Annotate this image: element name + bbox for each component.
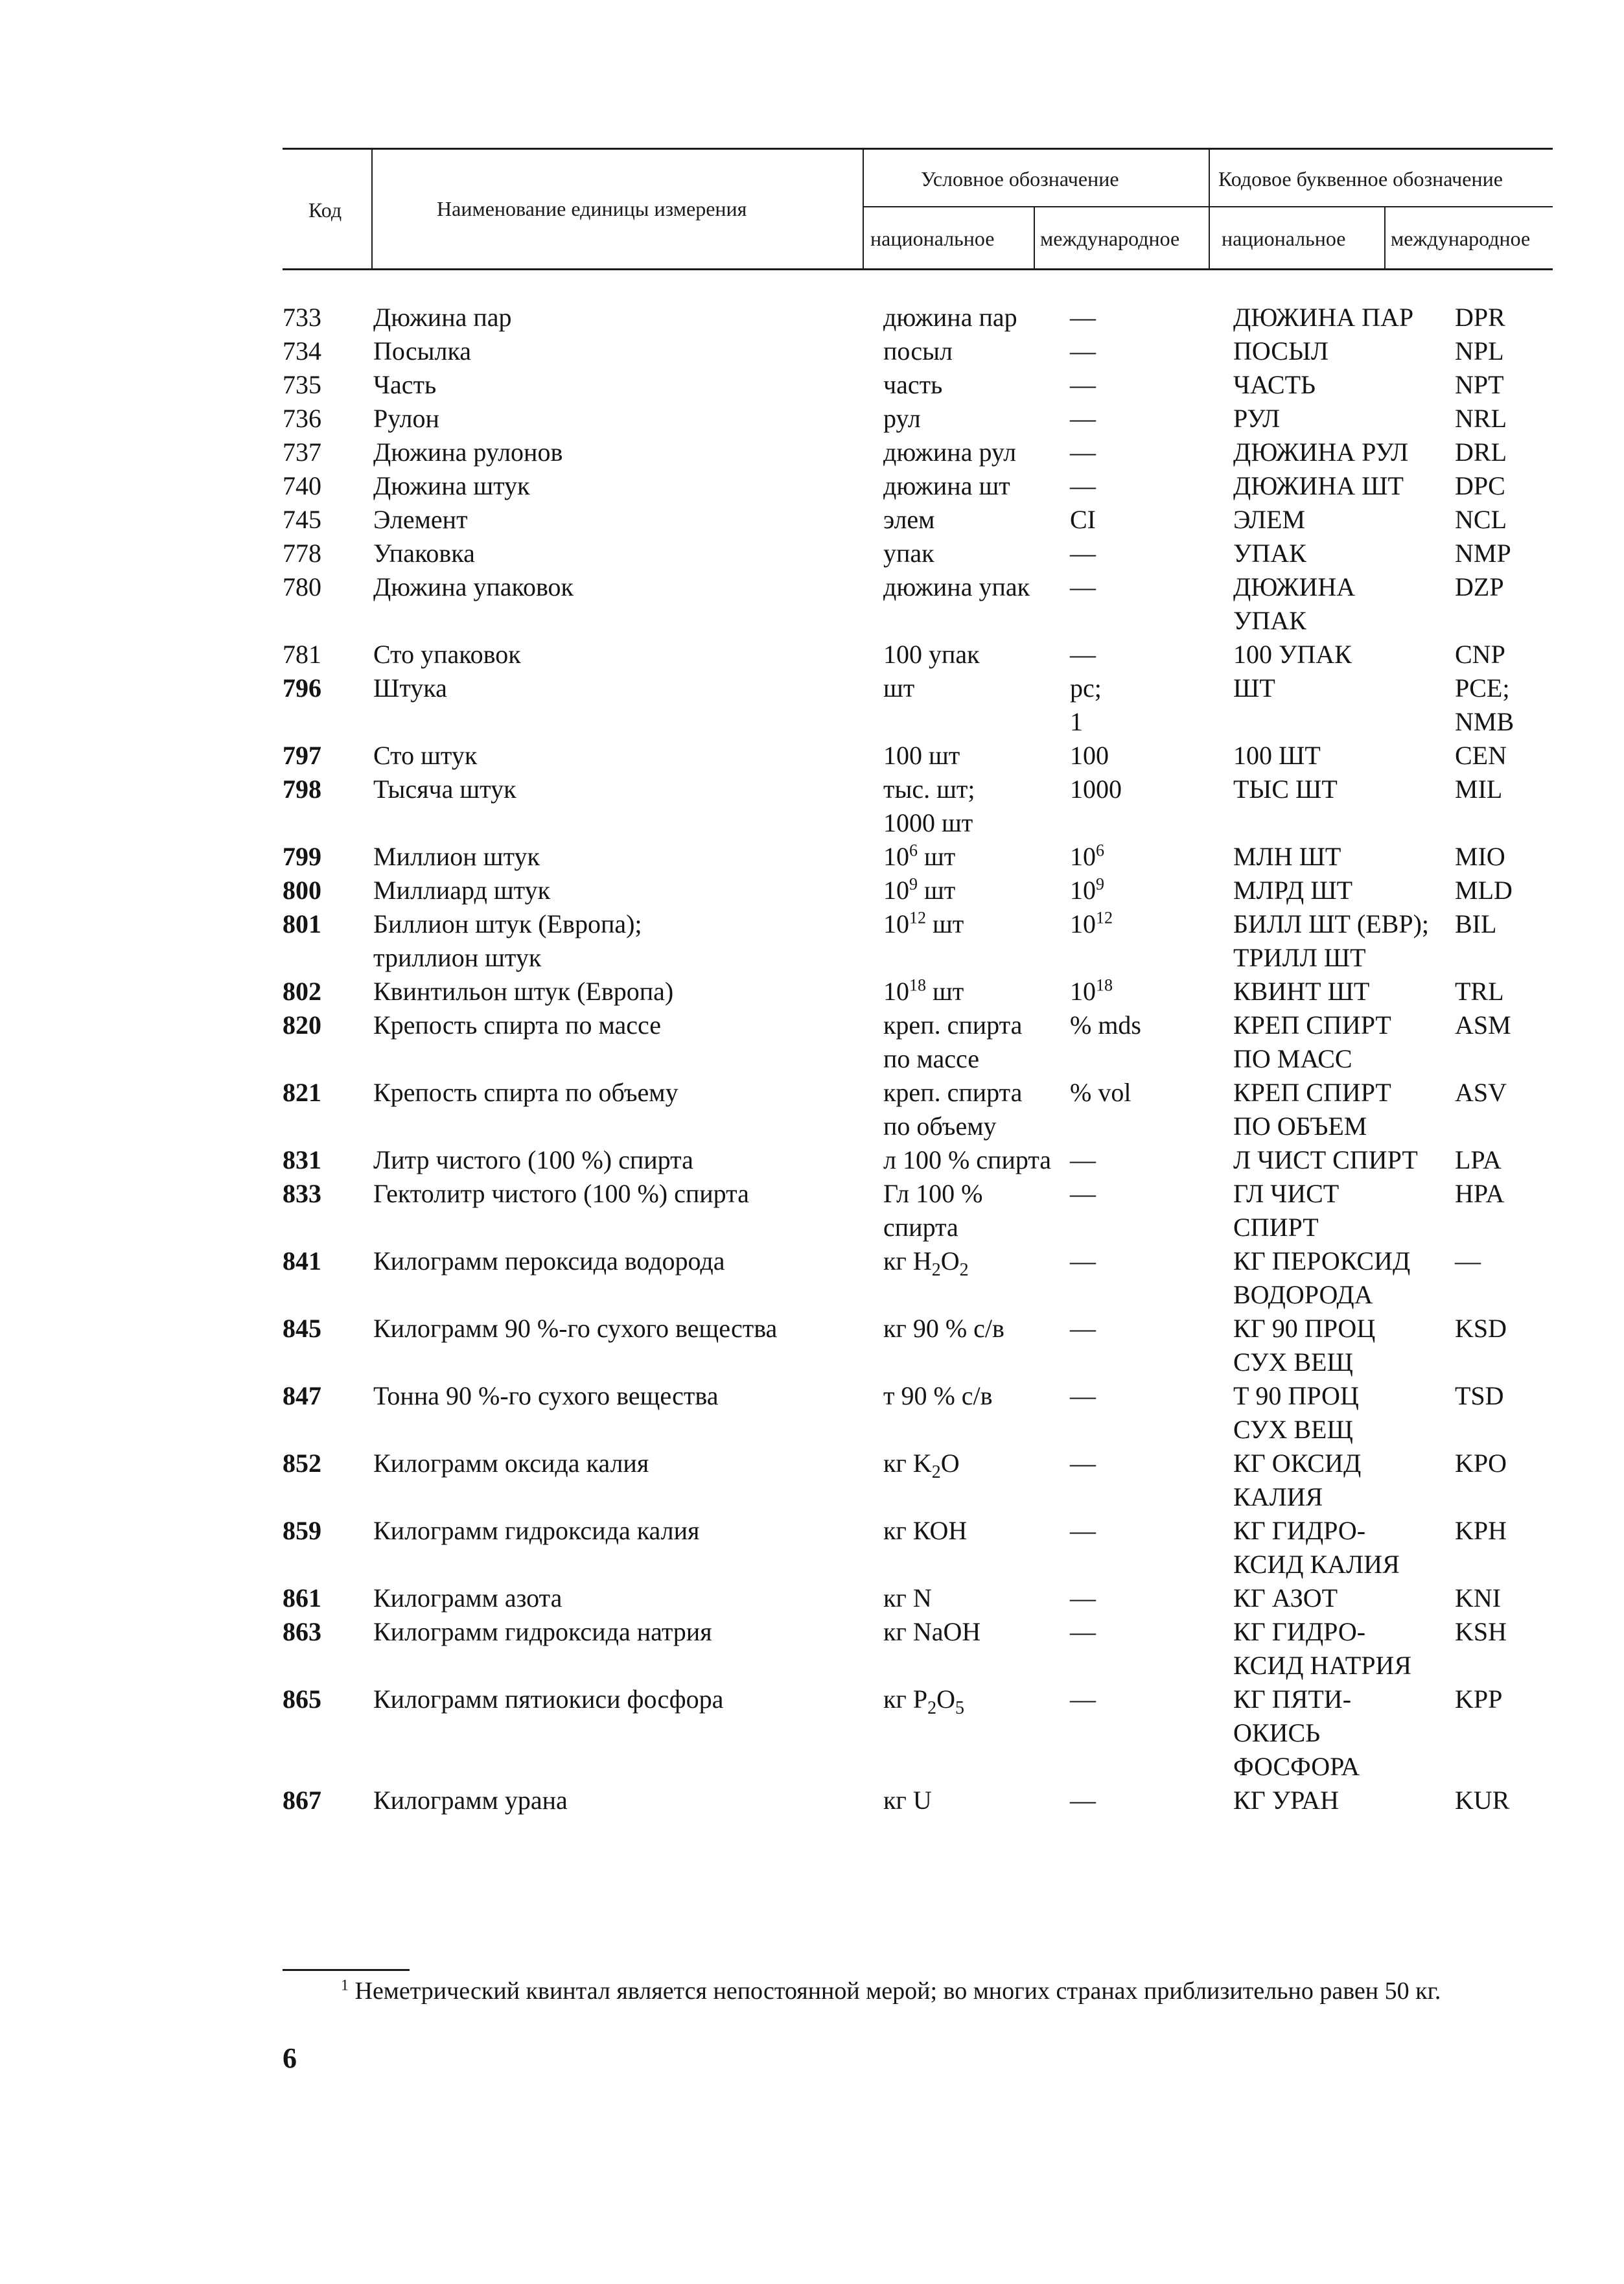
row-symbol-national: кг 90 % с/в — [883, 1314, 1004, 1343]
row-symbol-national: по массе — [883, 1044, 979, 1073]
row-letter-national: ДЮЖИНА РУЛ — [1233, 437, 1409, 467]
row-code: 735 — [283, 370, 321, 399]
row-symbol-national: кг КОН — [883, 1516, 968, 1545]
row-symbol-national: 100 шт — [883, 741, 960, 770]
header-divider — [1034, 207, 1035, 270]
header-code: Код — [308, 198, 342, 222]
header-national-2: национальное — [1222, 227, 1346, 250]
row-letter-national: КАЛИЯ — [1233, 1482, 1323, 1511]
row-symbol-international: — — [1070, 336, 1096, 366]
row-letter-national: БИЛЛ ШТ (ЕВР); — [1233, 909, 1430, 938]
footnote — [341, 1977, 1441, 2005]
table-row — [0, 773, 1624, 840]
row-symbol-national: дюжина упак — [883, 572, 1030, 601]
row-letter-national: ТЫС ШТ — [1233, 775, 1338, 804]
row-unit-name: Биллион штук (Европа); — [373, 909, 642, 938]
row-symbol-national: л 100 % спирта — [883, 1145, 1052, 1174]
table-row — [0, 402, 1624, 436]
row-letter-national: ПОСЫЛ — [1233, 336, 1328, 366]
row-symbol-international: $10^{18}$ — [1070, 975, 1113, 1006]
row-unit-name: Гектолитр чистого (100 %) спирта — [373, 1179, 749, 1208]
row-symbol-national: $10^{18}$ шт — [883, 975, 964, 1006]
row-code: 865 — [283, 1684, 321, 1714]
header-unit-name: Наименование единицы измерения — [437, 197, 747, 220]
row-symbol-national: креп. спирта — [883, 1010, 1023, 1040]
row-letter-national: ТРИЛЛ ШТ — [1233, 943, 1366, 972]
row-unit-name: Килограмм пятиокиси фосфора — [373, 1684, 724, 1714]
row-symbol-international: — — [1070, 404, 1096, 433]
row-symbol-international: — — [1070, 370, 1096, 399]
row-letter-national: ГЛ ЧИСТ — [1233, 1179, 1340, 1208]
row-unit-name: Часть — [373, 370, 437, 399]
row-code: 734 — [283, 336, 321, 366]
row-symbol-national: кг $K_2O$ — [883, 1449, 960, 1482]
row-letter-international: NPT — [1455, 370, 1504, 399]
row-code: 833 — [283, 1179, 321, 1208]
row-symbol-international: — — [1070, 640, 1096, 669]
row-unit-name: Дюжина пар — [373, 303, 512, 332]
row-letter-international: BIL — [1455, 909, 1497, 938]
row-letter-national: КРЕП СПИРТ — [1233, 1010, 1391, 1040]
row-letter-international: KPH — [1455, 1516, 1507, 1545]
row-symbol-national: кг U — [883, 1786, 932, 1815]
row-code: 863 — [283, 1617, 321, 1646]
row-letter-international: DPR — [1455, 303, 1505, 332]
row-letter-national: ДЮЖИНА ПАР — [1233, 303, 1414, 332]
header-national: национальное — [870, 227, 995, 250]
row-symbol-international: — — [1070, 539, 1096, 568]
row-letter-international: DRL — [1455, 437, 1507, 467]
row-symbol-national: шт — [883, 673, 915, 703]
table-header-bottom-rule — [283, 268, 1553, 270]
row-symbol-national: тыс. шт; — [883, 775, 975, 804]
table-row — [0, 301, 1624, 334]
row-unit-name: триллион штук — [373, 943, 542, 972]
row-symbol-national: посыл — [883, 336, 953, 366]
row-symbol-national: упак — [883, 539, 934, 568]
row-symbol-international: — — [1070, 1684, 1096, 1714]
row-letter-national: КГ ГИДРО- — [1233, 1516, 1366, 1545]
row-symbol-national: кг N — [883, 1583, 932, 1613]
row-code: 841 — [283, 1246, 321, 1276]
row-letter-international: KNI — [1455, 1583, 1502, 1613]
row-symbol-national: кг NaOH — [883, 1617, 981, 1646]
row-symbol-international: — — [1070, 1516, 1096, 1545]
row-letter-national: ПО МАСС — [1233, 1044, 1352, 1073]
table-row — [0, 1784, 1624, 1817]
row-letter-international: NPL — [1455, 336, 1504, 366]
table-row — [0, 975, 1624, 1008]
row-letter-international: NCL — [1455, 505, 1507, 534]
row-letter-international: MIL — [1455, 775, 1503, 804]
row-letter-international: NMP — [1455, 539, 1511, 568]
row-symbol-international: — — [1070, 572, 1096, 601]
header-letter-group: Кодовое буквенное обозначение — [1218, 167, 1503, 191]
row-letter-national: КГ УРАН — [1233, 1786, 1340, 1815]
row-symbol-national: 1000 шт — [883, 808, 973, 837]
row-symbol-national: $10^6$ шт — [883, 841, 956, 871]
footnote-rule — [283, 1969, 410, 1971]
header-divider — [371, 149, 373, 270]
row-symbol-national: кг $H_2O_2$ — [883, 1246, 969, 1280]
table-row — [0, 1615, 1624, 1683]
row-symbol-national: $10^9$ шт — [883, 874, 956, 905]
row-code: 799 — [283, 842, 321, 871]
table-row — [0, 537, 1624, 570]
row-unit-name: Сто упаковок — [373, 640, 521, 669]
row-letter-international: KPO — [1455, 1449, 1507, 1478]
row-letter-national: УПАК — [1233, 606, 1306, 635]
row-unit-name: Крепость спирта по массе — [373, 1010, 662, 1040]
row-symbol-international: — — [1070, 1617, 1096, 1646]
row-code: 797 — [283, 741, 321, 770]
row-symbol-international: $10^9$ — [1070, 874, 1104, 905]
table-row — [0, 469, 1624, 503]
row-code: 867 — [283, 1786, 321, 1815]
row-symbol-national: 100 упак — [883, 640, 980, 669]
row-letter-international: TRL — [1455, 977, 1504, 1006]
row-symbol-international: CI — [1070, 505, 1096, 534]
header-divider — [1209, 149, 1210, 270]
table-row — [0, 1177, 1624, 1244]
row-letter-national: КГ ГИДРО- — [1233, 1617, 1366, 1646]
row-code: 745 — [283, 505, 321, 534]
row-symbol-international: — — [1070, 1145, 1096, 1174]
header-divider — [1384, 207, 1386, 270]
row-unit-name: Литр чистого (100 %) спирта — [373, 1145, 693, 1174]
row-letter-national: ФОСФОРА — [1233, 1752, 1360, 1781]
row-unit-name: Квинтильон штук (Европа) — [373, 977, 674, 1006]
table-row — [0, 436, 1624, 469]
table-row — [0, 1447, 1624, 1514]
row-symbol-national: Гл 100 % — [883, 1179, 983, 1208]
table-row — [0, 1514, 1624, 1581]
row-symbol-international: pc; — [1070, 673, 1102, 703]
row-code: 800 — [283, 876, 321, 905]
row-unit-name: Штука — [373, 673, 447, 703]
row-code: 802 — [283, 977, 321, 1006]
table-row — [0, 671, 1624, 739]
row-code: 820 — [283, 1010, 321, 1040]
table-row — [0, 1008, 1624, 1076]
row-letter-national: КВИНТ ШТ — [1233, 977, 1370, 1006]
row-letter-national: ЧАСТЬ — [1233, 370, 1316, 399]
row-letter-international: PCE; — [1455, 673, 1510, 703]
row-letter-national: ПО ОБЪЕМ — [1233, 1112, 1367, 1141]
table-row — [0, 840, 1624, 874]
row-unit-name: Килограмм гидроксида натрия — [373, 1617, 712, 1646]
row-unit-name: Килограмм гидроксида калия — [373, 1516, 700, 1545]
row-letter-national: Т 90 ПРОЦ — [1233, 1381, 1359, 1410]
row-letter-international: LPA — [1455, 1145, 1502, 1174]
row-code: 831 — [283, 1145, 321, 1174]
row-unit-name: Миллион штук — [373, 842, 540, 871]
row-symbol-international: — — [1070, 471, 1096, 500]
row-letter-national: Л ЧИСТ СПИРТ — [1233, 1145, 1418, 1174]
row-letter-national: УПАК — [1233, 539, 1306, 568]
table-row — [0, 503, 1624, 537]
row-letter-national: 100 ШТ — [1233, 741, 1321, 770]
row-unit-name: Килограмм азота — [373, 1583, 563, 1613]
row-letter-national: МЛРД ШТ — [1233, 876, 1353, 905]
row-letter-national: МЛН ШТ — [1233, 842, 1341, 871]
row-letter-national: КГ ПЯТИ- — [1233, 1684, 1352, 1714]
row-letter-international: — — [1455, 1246, 1481, 1276]
row-letter-national: ОКИСЬ — [1233, 1718, 1321, 1747]
row-letter-international: DPC — [1455, 471, 1505, 500]
row-letter-national: КГ ОКСИД — [1233, 1449, 1362, 1478]
row-letter-national: СУХ ВЕЩ — [1233, 1347, 1353, 1377]
row-unit-name: Килограмм пероксида водорода — [373, 1246, 725, 1276]
row-code: 798 — [283, 775, 321, 804]
row-letter-international: HPA — [1455, 1179, 1505, 1208]
row-unit-name: Дюжина штук — [373, 471, 530, 500]
row-code: 780 — [283, 572, 321, 601]
row-unit-name: Килограмм оксида калия — [373, 1449, 649, 1478]
row-unit-name: Посылка — [373, 336, 472, 366]
row-unit-name: Тысяча штук — [373, 775, 516, 804]
row-symbol-national: т 90 % с/в — [883, 1381, 993, 1410]
page-number: 6 — [283, 2042, 297, 2074]
row-letter-international: KPP — [1455, 1684, 1503, 1714]
row-code: 737 — [283, 437, 321, 467]
table-row — [0, 1143, 1624, 1177]
row-unit-name: Килограмм урана — [373, 1786, 568, 1815]
row-unit-name: Дюжина упаковок — [373, 572, 574, 601]
header-international-2: международное — [1391, 227, 1531, 250]
row-symbol-national: элем — [883, 505, 935, 534]
row-unit-name: Сто штук — [373, 741, 478, 770]
table-row — [0, 1683, 1624, 1784]
row-symbol-national: креп. спирта — [883, 1078, 1023, 1107]
row-letter-national: ВОДОРОДА — [1233, 1280, 1373, 1309]
row-unit-name: Рулон — [373, 404, 439, 433]
row-symbol-international: % mds — [1070, 1010, 1141, 1040]
table-row — [0, 368, 1624, 402]
row-symbol-national: дюжина пар — [883, 303, 1017, 332]
row-letter-national: ДЮЖИНА ШТ — [1233, 471, 1404, 500]
table-row — [0, 874, 1624, 907]
header-symbol-group: Условное обозначение — [921, 167, 1119, 191]
row-code: 861 — [283, 1583, 321, 1613]
row-unit-name: Элемент — [373, 505, 468, 534]
row-letter-national: КГ АЗОТ — [1233, 1583, 1338, 1613]
row-symbol-international: 1000 — [1070, 775, 1122, 804]
row-letter-national: СУХ ВЕЩ — [1233, 1415, 1353, 1444]
row-symbol-international: $10^6$ — [1070, 841, 1104, 871]
row-unit-name: Упаковка — [373, 539, 475, 568]
row-letter-international: CEN — [1455, 741, 1507, 770]
table-row — [0, 907, 1624, 975]
header-international: международное — [1040, 227, 1180, 250]
row-letter-national: ЭЛЕМ — [1233, 505, 1306, 534]
row-symbol-national: кг $P_2O_5$ — [883, 1684, 964, 1718]
table-row — [0, 638, 1624, 671]
row-symbol-national: спирта — [883, 1213, 958, 1242]
row-letter-international: ASV — [1455, 1078, 1507, 1107]
row-symbol-national: часть — [883, 370, 943, 399]
row-code: 852 — [283, 1449, 321, 1478]
header-divider — [863, 149, 864, 270]
row-letter-international: TSD — [1455, 1381, 1504, 1410]
row-symbol-international: — — [1070, 1449, 1096, 1478]
row-symbol-national: по объему — [883, 1112, 997, 1141]
row-letter-national: ДЮЖИНА — [1233, 572, 1356, 601]
row-symbol-national: дюжина шт — [883, 471, 1010, 500]
row-letter-national: ШТ — [1233, 673, 1275, 703]
row-symbol-international: — — [1070, 303, 1096, 332]
row-code: 733 — [283, 303, 321, 332]
row-code: 778 — [283, 539, 321, 568]
row-letter-international: MLD — [1455, 876, 1513, 905]
row-symbol-international: — — [1070, 1314, 1096, 1343]
row-unit-name: Килограмм 90 %-го сухого вещества — [373, 1314, 778, 1343]
footnote-text: Неметрический квинтал является непостоянной мерой; во многих странах приблизительно равен 50 кг. — [354, 1977, 1441, 2005]
row-unit-name: Крепость спирта по объему — [373, 1078, 679, 1107]
row-letter-international: KUR — [1455, 1786, 1510, 1815]
row-code: 736 — [283, 404, 321, 433]
row-code: 845 — [283, 1314, 321, 1343]
row-symbol-international: — — [1070, 437, 1096, 467]
row-letter-national: КГ 90 ПРОЦ — [1233, 1314, 1376, 1343]
row-symbol-international: % vol — [1070, 1078, 1131, 1107]
row-letter-national: КСИД НАТРИЯ — [1233, 1651, 1412, 1680]
row-letter-national: СПИРТ — [1233, 1213, 1319, 1242]
row-letter-international: KSD — [1455, 1314, 1507, 1343]
row-code: 796 — [283, 673, 321, 703]
row-letter-international: KSH — [1455, 1617, 1507, 1646]
row-code: 847 — [283, 1381, 321, 1410]
row-letter-international: ASM — [1455, 1010, 1511, 1040]
table-row — [0, 334, 1624, 368]
subheader-rule — [863, 206, 1553, 207]
row-symbol-national: рул — [883, 404, 921, 433]
row-letter-national: КРЕП СПИРТ — [1233, 1078, 1391, 1107]
row-symbol-international: — — [1070, 1381, 1096, 1410]
row-letter-international: MIO — [1455, 842, 1505, 871]
row-symbol-international: 100 — [1070, 741, 1109, 770]
row-symbol-international: — — [1070, 1583, 1096, 1613]
row-letter-international: CNP — [1455, 640, 1505, 669]
row-code: 801 — [283, 909, 321, 938]
row-symbol-international: — — [1070, 1786, 1096, 1815]
row-unit-name: Миллиард штук — [373, 876, 551, 905]
row-symbol-international: — — [1070, 1179, 1096, 1208]
row-symbol-international: — — [1070, 1246, 1096, 1276]
row-letter-national: КГ ПЕРОКСИД — [1233, 1246, 1411, 1276]
row-code: 859 — [283, 1516, 321, 1545]
table-row — [0, 1312, 1624, 1379]
row-symbol-international: $10^{12}$ — [1070, 908, 1113, 938]
row-letter-international: DZP — [1455, 572, 1504, 601]
table-row — [0, 1244, 1624, 1312]
table-row — [0, 570, 1624, 638]
row-letter-international: NRL — [1455, 404, 1507, 433]
row-letter-international: NMB — [1455, 707, 1514, 736]
table-row — [0, 739, 1624, 773]
table-top-rule — [283, 148, 1553, 150]
row-letter-national: КСИД КАЛИЯ — [1233, 1550, 1400, 1579]
table-row — [0, 1076, 1624, 1143]
row-code: 781 — [283, 640, 321, 669]
row-unit-name: Дюжина рулонов — [373, 437, 563, 467]
table-row — [0, 1379, 1624, 1447]
row-code: 740 — [283, 471, 321, 500]
row-letter-national: 100 УПАК — [1233, 640, 1352, 669]
row-unit-name: Тонна 90 %-го сухого вещества — [373, 1381, 719, 1410]
table-row — [0, 1581, 1624, 1615]
row-symbol-international: 1 — [1070, 707, 1083, 736]
footnote-marker: 1 — [341, 1977, 349, 1994]
row-code: 821 — [283, 1078, 321, 1107]
row-symbol-national: дюжина рул — [883, 437, 1017, 467]
row-letter-national: РУЛ — [1233, 404, 1281, 433]
row-symbol-national: $10^{12}$ шт — [883, 908, 964, 938]
